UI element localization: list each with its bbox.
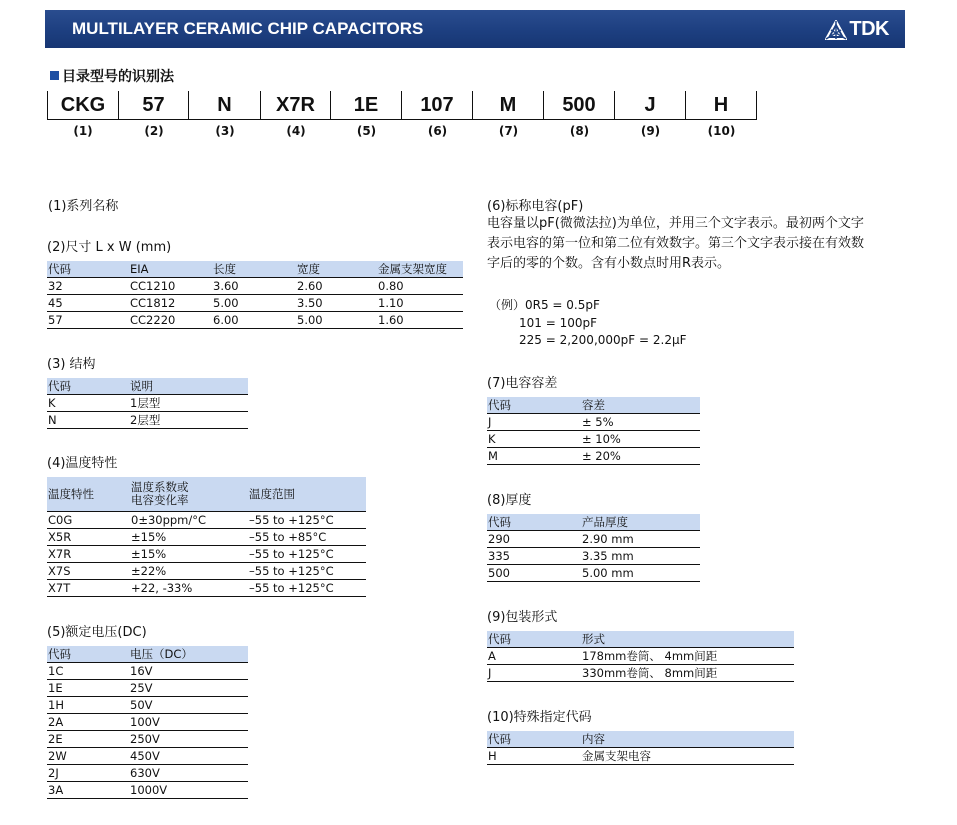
table-row: H 金属支架电容 xyxy=(487,748,794,765)
section-title: (10)特殊指定代码 xyxy=(487,710,592,725)
table-row: 2A 100V xyxy=(47,714,248,731)
table-row: X7S ±22% –55 to +125°C xyxy=(47,563,366,580)
code-index: (10) xyxy=(707,124,736,138)
table-header: 温度范围 xyxy=(248,477,366,512)
table-header: 代码 xyxy=(47,378,129,395)
code-index: (4) xyxy=(286,124,306,138)
code-index: (9) xyxy=(640,124,661,138)
table-row: A 178mm卷筒、 4mm间距 xyxy=(487,648,794,665)
table-row: 3A 1000V xyxy=(47,782,248,799)
tolerance-table xyxy=(487,397,700,465)
table-row: M ± 20% xyxy=(487,448,700,465)
table-header: 产品厚度 xyxy=(581,514,700,531)
brand-name: TDK xyxy=(849,18,889,40)
table-row: X7T +22, -33% –55 to +125°C xyxy=(47,580,366,597)
table-header: 内容 xyxy=(581,731,794,748)
temperature-characteristics-section xyxy=(47,452,366,597)
table-row: C0G 0±30ppm/°C –55 to +125°C xyxy=(47,512,366,529)
square-bullet-icon xyxy=(50,71,59,80)
code-cell: 1E xyxy=(331,91,402,119)
rated-voltage-section xyxy=(47,621,248,799)
table-header: 金属支架宽度 xyxy=(377,261,463,278)
code-cell: 500 xyxy=(544,91,615,119)
section-title: (5)额定电压(DC) xyxy=(47,625,147,640)
section-title: (3) 结构 xyxy=(47,357,96,372)
part-number-codes xyxy=(47,91,757,120)
code-index: (3) xyxy=(215,124,235,138)
thickness-table xyxy=(487,514,700,582)
table-row: N 2层型 xyxy=(47,412,248,429)
code-cell: H xyxy=(686,91,757,119)
code-index: (1) xyxy=(73,124,93,138)
table-header: 代码 xyxy=(47,261,129,278)
section-title: (8)厚度 xyxy=(487,493,532,508)
code-index: (6) xyxy=(427,124,448,138)
temperature-table xyxy=(47,477,366,597)
table-row: 335 3.35 mm xyxy=(487,548,700,565)
table-header: 宽度 xyxy=(296,261,377,278)
section-heading: 目录型号的识别法 xyxy=(50,66,174,86)
table-row: 1H 50V xyxy=(47,697,248,714)
thickness-section xyxy=(487,489,700,582)
size-table xyxy=(47,261,463,329)
packaging-table xyxy=(487,631,794,682)
capacitance-examples: （例）0R5 = 0.5pF 101 = 100pF 225 = 2,200,000pF = 2.2µF xyxy=(489,298,687,347)
special-code-section xyxy=(487,706,794,765)
size-section xyxy=(47,236,463,329)
table-header: 长度 xyxy=(212,261,296,278)
section-title: (2)尺寸 L x W (mm) xyxy=(47,240,172,255)
structure-section xyxy=(47,353,248,429)
tdk-triangle-logo-icon xyxy=(825,20,847,40)
structure-table xyxy=(47,378,248,429)
part-number-indices xyxy=(47,124,757,138)
table-row: 1C 16V xyxy=(47,663,248,680)
table-row: 2J 630V xyxy=(47,765,248,782)
table-row: 2E 250V xyxy=(47,731,248,748)
code-cell: J xyxy=(615,91,686,119)
code-cell: 107 xyxy=(402,91,473,119)
table-header: 形式 xyxy=(581,631,794,648)
capacitance-tolerance-section xyxy=(487,372,700,465)
table-row: 57 CC2220 6.00 5.00 1.60 xyxy=(47,312,463,329)
voltage-table xyxy=(47,646,248,799)
table-row: K ± 10% xyxy=(487,431,700,448)
table-row: 2W 450V xyxy=(47,748,248,765)
table-row: 1E 25V xyxy=(47,680,248,697)
header-bar xyxy=(45,10,905,48)
table-row: K 1层型 xyxy=(47,395,248,412)
table-header: 电压（DC） xyxy=(129,646,248,663)
table-header: 代码 xyxy=(487,731,581,748)
table-row: 45 CC1812 5.00 3.50 1.10 xyxy=(47,295,463,312)
code-cell: N xyxy=(189,91,261,119)
packaging-section xyxy=(487,606,794,682)
section-title: (4)温度特性 xyxy=(47,456,118,471)
section-title: (6)标称电容(pF) xyxy=(487,199,584,214)
code-cell: CKG xyxy=(47,91,119,119)
table-row: J 330mm卷筒、 8mm间距 xyxy=(487,665,794,682)
table-header: 代码 xyxy=(487,514,581,531)
table-header: 代码 xyxy=(487,631,581,648)
table-row: 500 5.00 mm xyxy=(487,565,700,582)
table-row: X5R ±15% –55 to +85°C xyxy=(47,529,366,546)
section-title: (9)包装形式 xyxy=(487,610,558,625)
code-index: (5) xyxy=(356,124,377,138)
table-row: J ± 5% xyxy=(487,414,700,431)
section-title: (1)系列名称 xyxy=(48,199,119,214)
code-index: (2) xyxy=(144,124,164,138)
code-index: (7) xyxy=(498,124,519,138)
table-header: 代码 xyxy=(487,397,581,414)
table-row: X7R ±15% –55 to +125°C xyxy=(47,546,366,563)
code-cell: 57 xyxy=(119,91,189,119)
table-header: 代码 xyxy=(47,646,129,663)
table-header: 温度特性 xyxy=(47,477,130,512)
table-header: EIA xyxy=(129,261,212,278)
brand-logo xyxy=(825,18,889,41)
capacitance-description: 电容量以pF(微微法拉)为单位，并用三个文字表示。最初两个文字 表示电容的第一位和第二位有效数字。第三个文字表示接在有效数 字后的零的个数。含有小数点时用R表示。 xyxy=(487,216,865,271)
code-cell: X7R xyxy=(261,91,331,119)
series-name-section xyxy=(48,195,118,220)
header-title: MULTILAYER CERAMIC CHIP CAPACITORS xyxy=(72,19,424,38)
table-header: 说明 xyxy=(129,378,248,395)
special-code-table xyxy=(487,731,794,765)
table-row: 290 2.90 mm xyxy=(487,531,700,548)
table-header: 温度系数或 电容变化率 xyxy=(130,477,248,512)
section-title: (7)电容容差 xyxy=(487,376,558,391)
table-header: 容差 xyxy=(581,397,700,414)
code-index: (8) xyxy=(569,124,590,138)
table-row: 32 CC1210 3.60 2.60 0.80 xyxy=(47,278,463,295)
code-cell: M xyxy=(473,91,544,119)
